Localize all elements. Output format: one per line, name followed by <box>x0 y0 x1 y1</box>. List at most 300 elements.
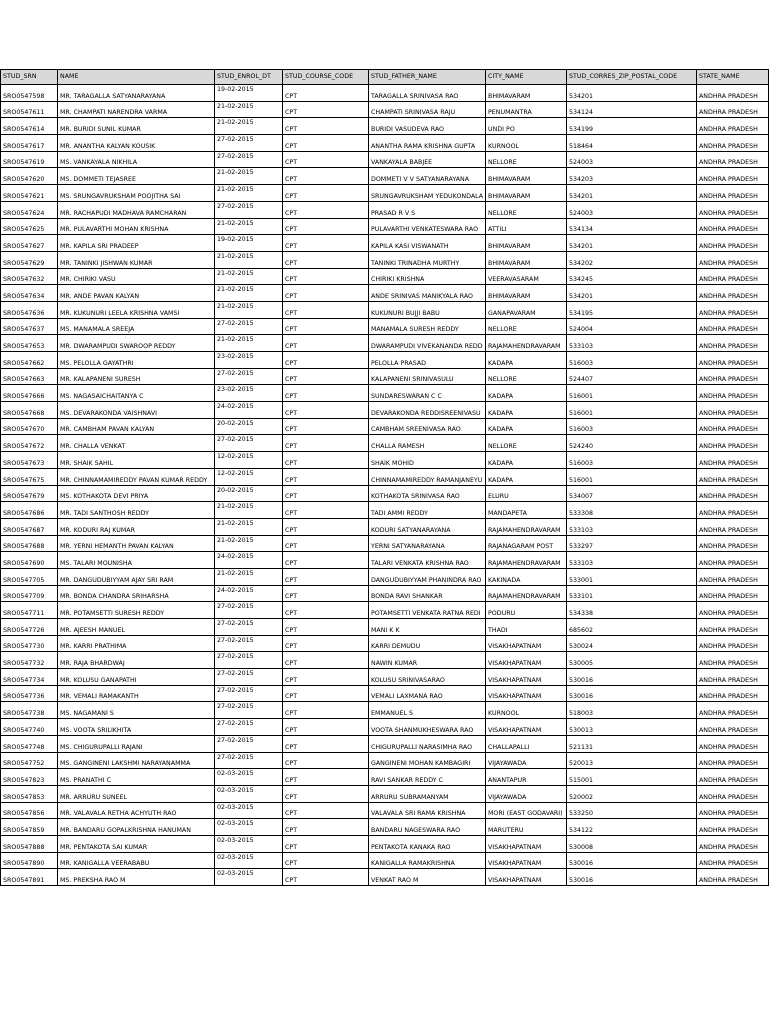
table-header <box>1 70 769 85</box>
cell-state: ANDHRA PRADESH <box>697 785 769 802</box>
cell-father-name: VANKAYALA BABJEE <box>369 151 486 168</box>
cell-course-code: CPT <box>283 719 369 736</box>
cell-course-code: CPT <box>283 802 369 819</box>
cell-enrol-date: 24-02-2015 <box>215 552 283 569</box>
cell-state: ANDHRA PRADESH <box>697 835 769 852</box>
column-header-srn: STUD_SRN <box>1 70 58 85</box>
cell-father-name: KODURI SATYANARAYANA <box>369 518 486 535</box>
cell-zip: 515001 <box>567 769 697 786</box>
cell-name: MR. DANGUDUBIYYAM AJAY SRI RAM <box>58 568 215 585</box>
table-row <box>1 669 769 686</box>
cell-city: NELLORE <box>486 368 567 385</box>
table-row <box>1 468 769 485</box>
table-row <box>1 785 769 802</box>
cell-name: MS. PRANATHI C <box>58 769 215 786</box>
cell-zip: 533250 <box>567 802 697 819</box>
cell-enrol-date: 27-02-2015 <box>215 735 283 752</box>
cell-state: ANDHRA PRADESH <box>697 151 769 168</box>
cell-enrol-date: 27-02-2015 <box>215 685 283 702</box>
cell-state: ANDHRA PRADESH <box>697 352 769 369</box>
cell-city: NELLORE <box>486 435 567 452</box>
cell-course-code: CPT <box>283 502 369 519</box>
cell-srn: SRO0547614 <box>1 118 58 135</box>
student-table <box>0 69 769 886</box>
cell-course-code: CPT <box>283 201 369 218</box>
cell-zip: 524004 <box>567 318 697 335</box>
cell-state: ANDHRA PRADESH <box>697 769 769 786</box>
cell-enrol-date: 27-02-2015 <box>215 602 283 619</box>
cell-srn: SRO0547668 <box>1 402 58 419</box>
cell-srn: SRO0547726 <box>1 619 58 636</box>
cell-state: ANDHRA PRADESH <box>697 101 769 118</box>
cell-state: ANDHRA PRADESH <box>697 669 769 686</box>
cell-state: ANDHRA PRADESH <box>697 602 769 619</box>
cell-course-code: CPT <box>283 869 369 886</box>
cell-city: VEERAVASARAM <box>486 268 567 285</box>
cell-state: ANDHRA PRADESH <box>697 552 769 569</box>
cell-enrol-date: 20-02-2015 <box>215 418 283 435</box>
cell-name: MR. PENTAKOTA SAI KUMAR <box>58 835 215 852</box>
table-row <box>1 335 769 352</box>
cell-name: MR. VALAVALA RETHA ACHYUTH RAO <box>58 802 215 819</box>
cell-name: MR. KALAPANENI SURESH <box>58 368 215 385</box>
cell-father-name: RAVI SANKAR REDDY C <box>369 769 486 786</box>
cell-city: KADAPA <box>486 385 567 402</box>
cell-enrol-date: 27-02-2015 <box>215 619 283 636</box>
cell-name: MR. CHALLA VENKAT <box>58 435 215 452</box>
cell-zip: 534203 <box>567 168 697 185</box>
cell-city: VISAKHAPATNAM <box>486 685 567 702</box>
cell-name: MR. CAMBHAM PAVAN KALYAN <box>58 418 215 435</box>
cell-city: GANAPAVARAM <box>486 301 567 318</box>
cell-name: MR. RAJA BHARDWAJ <box>58 652 215 669</box>
cell-state: ANDHRA PRADESH <box>697 635 769 652</box>
column-header-city: CITY_NAME <box>486 70 567 85</box>
cell-state: ANDHRA PRADESH <box>697 568 769 585</box>
cell-srn: SRO0547636 <box>1 301 58 318</box>
cell-srn: SRO0547888 <box>1 835 58 852</box>
cell-srn: SRO0547624 <box>1 201 58 218</box>
cell-course-code: CPT <box>283 685 369 702</box>
cell-state: ANDHRA PRADESH <box>697 185 769 202</box>
cell-srn: SRO0547617 <box>1 135 58 152</box>
cell-state: ANDHRA PRADESH <box>697 235 769 252</box>
cell-enrol-date: 27-02-2015 <box>215 435 283 452</box>
table-row <box>1 619 769 636</box>
cell-zip: 530016 <box>567 685 697 702</box>
cell-name: MS. VANKAYALA NIKHILA <box>58 151 215 168</box>
cell-name: MR. POTAMSETTI SURESH REDDY <box>58 602 215 619</box>
cell-srn: SRO0547752 <box>1 752 58 769</box>
column-header-father-name: STUD_FATHER_NAME <box>369 70 486 85</box>
table-row <box>1 118 769 135</box>
cell-course-code: CPT <box>283 518 369 535</box>
cell-enrol-date: 02-03-2015 <box>215 819 283 836</box>
cell-father-name: ANANTHA RAMA KRISHNA GUPTA <box>369 135 486 152</box>
cell-srn: SRO0547711 <box>1 602 58 619</box>
cell-srn: SRO0547853 <box>1 785 58 802</box>
cell-father-name: BONDA RAVI SHANKAR <box>369 585 486 602</box>
cell-course-code: CPT <box>283 318 369 335</box>
cell-zip: 530005 <box>567 652 697 669</box>
cell-enrol-date: 02-03-2015 <box>215 852 283 869</box>
cell-father-name: CHALLA RAMESH <box>369 435 486 452</box>
cell-city: MANDAPETA <box>486 502 567 519</box>
cell-father-name: CHAMPATI SRINIVASA RAJU <box>369 101 486 118</box>
cell-state: ANDHRA PRADESH <box>697 819 769 836</box>
cell-city: KADAPA <box>486 468 567 485</box>
cell-srn: SRO0547736 <box>1 685 58 702</box>
cell-course-code: CPT <box>283 785 369 802</box>
header-row <box>1 70 769 85</box>
cell-zip: 534338 <box>567 602 697 619</box>
cell-city: VISAKHAPATNAM <box>486 719 567 736</box>
cell-name: MS. NAGASAICHAITANYA C <box>58 385 215 402</box>
cell-srn: SRO0547625 <box>1 218 58 235</box>
cell-course-code: CPT <box>283 185 369 202</box>
cell-name: MS. KOTHAKOTA DEVI PRIYA <box>58 485 215 502</box>
cell-father-name: PRASAD R V S <box>369 201 486 218</box>
cell-state: ANDHRA PRADESH <box>697 585 769 602</box>
cell-name: MR. BONDA CHANDRA SRIHARSHA <box>58 585 215 602</box>
cell-father-name: TANINKI TRINADHA MURTHY <box>369 251 486 268</box>
cell-father-name: MANAMALA SURESH REDDY <box>369 318 486 335</box>
cell-city: VISAKHAPATNAM <box>486 669 567 686</box>
cell-father-name: CHINNAMAMIREDDY RAMANJANEYU <box>369 468 486 485</box>
cell-state: ANDHRA PRADESH <box>697 385 769 402</box>
cell-srn: SRO0547738 <box>1 702 58 719</box>
cell-srn: SRO0547891 <box>1 869 58 886</box>
cell-enrol-date: 27-02-2015 <box>215 652 283 669</box>
cell-zip: 524003 <box>567 201 697 218</box>
cell-state: ANDHRA PRADESH <box>697 452 769 469</box>
table-row <box>1 769 769 786</box>
cell-state: ANDHRA PRADESH <box>697 118 769 135</box>
table-row <box>1 585 769 602</box>
cell-city: PODURU <box>486 602 567 619</box>
cell-name: MS. NAGAMANI S <box>58 702 215 719</box>
cell-zip: 533101 <box>567 585 697 602</box>
cell-srn: SRO0547629 <box>1 251 58 268</box>
cell-father-name: PENTAKOTA KANAKA RAO <box>369 835 486 852</box>
cell-srn: SRO0547690 <box>1 552 58 569</box>
cell-name: MR. CHIRIKI VASU <box>58 268 215 285</box>
cell-name: MS. TALARI MOUNISHA <box>58 552 215 569</box>
cell-name: MS. CHIGURUPALLI RAJANI <box>58 735 215 752</box>
table-row <box>1 301 769 318</box>
cell-course-code: CPT <box>283 852 369 869</box>
cell-enrol-date: 21-02-2015 <box>215 518 283 535</box>
cell-name: MS. PELOLLA GAYATHRI <box>58 352 215 369</box>
cell-zip: 534134 <box>567 218 697 235</box>
cell-father-name: CHIRIKI KRISHNA <box>369 268 486 285</box>
cell-state: ANDHRA PRADESH <box>697 485 769 502</box>
cell-father-name: BURIDI VASUDEVA RAO <box>369 118 486 135</box>
cell-zip: 516003 <box>567 452 697 469</box>
cell-zip: 530024 <box>567 635 697 652</box>
cell-father-name: EMMANUEL S <box>369 702 486 719</box>
cell-state: ANDHRA PRADESH <box>697 518 769 535</box>
cell-srn: SRO0547620 <box>1 168 58 185</box>
cell-state: ANDHRA PRADESH <box>697 251 769 268</box>
cell-state: ANDHRA PRADESH <box>697 85 769 102</box>
cell-enrol-date: 02-03-2015 <box>215 869 283 886</box>
cell-course-code: CPT <box>283 835 369 852</box>
cell-zip: 533103 <box>567 552 697 569</box>
cell-srn: SRO0547823 <box>1 769 58 786</box>
cell-father-name: KOLUSU SRINIVASARAO <box>369 669 486 686</box>
cell-enrol-date: 23-02-2015 <box>215 352 283 369</box>
table-row <box>1 552 769 569</box>
cell-zip: 534201 <box>567 235 697 252</box>
cell-zip: 530013 <box>567 719 697 736</box>
cell-course-code: CPT <box>283 151 369 168</box>
cell-name: MR. KAPILA SRI PRADEEP <box>58 235 215 252</box>
cell-enrol-date: 24-02-2015 <box>215 402 283 419</box>
cell-father-name: DEVARAKONDA REDDISREENIVASU <box>369 402 486 419</box>
cell-srn: SRO0547653 <box>1 335 58 352</box>
cell-zip: 530016 <box>567 869 697 886</box>
cell-srn: SRO0547634 <box>1 285 58 302</box>
cell-father-name: SHAIK MOHID <box>369 452 486 469</box>
cell-state: ANDHRA PRADESH <box>697 852 769 869</box>
cell-srn: SRO0547619 <box>1 151 58 168</box>
cell-srn: SRO0547598 <box>1 85 58 102</box>
cell-enrol-date: 27-02-2015 <box>215 635 283 652</box>
cell-zip: 524003 <box>567 151 697 168</box>
cell-name: MR. ARRURU SUNEEL <box>58 785 215 802</box>
cell-enrol-date: 21-02-2015 <box>215 301 283 318</box>
table-row <box>1 185 769 202</box>
cell-enrol-date: 02-03-2015 <box>215 802 283 819</box>
cell-zip: 524240 <box>567 435 697 452</box>
cell-name: MR. TADI SANTHOSH REDDY <box>58 502 215 519</box>
cell-father-name: KALAPANENI SRINIVASULU <box>369 368 486 385</box>
cell-zip: 516001 <box>567 385 697 402</box>
cell-enrol-date: 21-02-2015 <box>215 101 283 118</box>
cell-course-code: CPT <box>283 285 369 302</box>
cell-father-name: CAMBHAM SREENIVASA RAO <box>369 418 486 435</box>
cell-city: BHIMAVARAM <box>486 285 567 302</box>
cell-zip: 534124 <box>567 101 697 118</box>
table-row <box>1 318 769 335</box>
cell-name: MS. DEVARAKONDA VAISHNAVI <box>58 402 215 419</box>
cell-state: ANDHRA PRADESH <box>697 468 769 485</box>
cell-name: MS. DOMMETI TEJASREE <box>58 168 215 185</box>
cell-zip: 534195 <box>567 301 697 318</box>
cell-city: KADAPA <box>486 452 567 469</box>
cell-enrol-date: 21-02-2015 <box>215 118 283 135</box>
table-row <box>1 368 769 385</box>
cell-srn: SRO0547675 <box>1 468 58 485</box>
cell-father-name: DWARAMPUDI VIVEKANANDA REDD <box>369 335 486 352</box>
cell-course-code: CPT <box>283 251 369 268</box>
cell-city: KURNOOL <box>486 135 567 152</box>
cell-zip: 516003 <box>567 418 697 435</box>
cell-father-name: VOOTA SHANMUKHESWARA RAO <box>369 719 486 736</box>
table-row <box>1 502 769 519</box>
cell-srn: SRO0547637 <box>1 318 58 335</box>
cell-city: UNDI PO <box>486 118 567 135</box>
cell-city: MORI (EAST GODAVARI) <box>486 802 567 819</box>
cell-course-code: CPT <box>283 735 369 752</box>
cell-course-code: CPT <box>283 819 369 836</box>
cell-enrol-date: 27-02-2015 <box>215 669 283 686</box>
cell-course-code: CPT <box>283 85 369 102</box>
table-row <box>1 685 769 702</box>
cell-state: ANDHRA PRADESH <box>697 652 769 669</box>
cell-zip: 534201 <box>567 185 697 202</box>
cell-zip: 516001 <box>567 402 697 419</box>
cell-zip: 516001 <box>567 468 697 485</box>
cell-course-code: CPT <box>283 535 369 552</box>
cell-city: RAJAMAHENDRAVARAM <box>486 518 567 535</box>
cell-state: ANDHRA PRADESH <box>697 201 769 218</box>
cell-state: ANDHRA PRADESH <box>697 268 769 285</box>
cell-course-code: CPT <box>283 118 369 135</box>
cell-zip: 534202 <box>567 251 697 268</box>
cell-father-name: POTAMSETTI VENKATA RATNA REDI <box>369 602 486 619</box>
cell-course-code: CPT <box>283 485 369 502</box>
cell-enrol-date: 21-02-2015 <box>215 251 283 268</box>
cell-city: KAKINADA <box>486 568 567 585</box>
cell-enrol-date: 27-02-2015 <box>215 719 283 736</box>
cell-zip: 534201 <box>567 85 697 102</box>
cell-city: BHIMAVARAM <box>486 185 567 202</box>
cell-enrol-date: 27-02-2015 <box>215 135 283 152</box>
cell-zip: 533297 <box>567 535 697 552</box>
cell-srn: SRO0547611 <box>1 101 58 118</box>
table-row <box>1 568 769 585</box>
cell-course-code: CPT <box>283 769 369 786</box>
cell-father-name: DOMMETI V V SATYANARAYANA <box>369 168 486 185</box>
cell-zip: 534199 <box>567 118 697 135</box>
cell-srn: SRO0547748 <box>1 735 58 752</box>
cell-srn: SRO0547709 <box>1 585 58 602</box>
cell-course-code: CPT <box>283 585 369 602</box>
cell-state: ANDHRA PRADESH <box>697 802 769 819</box>
cell-city: BHIMAVARAM <box>486 85 567 102</box>
cell-course-code: CPT <box>283 268 369 285</box>
cell-enrol-date: 02-03-2015 <box>215 769 283 786</box>
table-row <box>1 201 769 218</box>
cell-course-code: CPT <box>283 168 369 185</box>
cell-name: MS. VOOTA SRILIKHITA <box>58 719 215 736</box>
cell-state: ANDHRA PRADESH <box>697 535 769 552</box>
table-row <box>1 151 769 168</box>
cell-state: ANDHRA PRADESH <box>697 869 769 886</box>
cell-city: NELLORE <box>486 318 567 335</box>
cell-city: RAJANAGARAM POST <box>486 535 567 552</box>
cell-father-name: TADI AMMI REDDY <box>369 502 486 519</box>
cell-city: ANANTAPUR <box>486 769 567 786</box>
cell-enrol-date: 21-02-2015 <box>215 335 283 352</box>
cell-father-name: DANGUDUBIYYAM PHANINDRA RAO <box>369 568 486 585</box>
cell-city: RAJAMAHENDRAVARAM <box>486 335 567 352</box>
cell-enrol-date: 27-02-2015 <box>215 151 283 168</box>
cell-course-code: CPT <box>283 385 369 402</box>
cell-father-name: ARRURU SUBRAMANYAM <box>369 785 486 802</box>
cell-srn: SRO0547734 <box>1 669 58 686</box>
table-row <box>1 435 769 452</box>
table-row <box>1 268 769 285</box>
cell-name: MR. KARRI PRATHIMA <box>58 635 215 652</box>
cell-srn: SRO0547732 <box>1 652 58 669</box>
cell-enrol-date: 21-02-2015 <box>215 218 283 235</box>
cell-srn: SRO0547687 <box>1 518 58 535</box>
column-header-enrol-date: STUD_ENROL_DT <box>215 70 283 85</box>
table-row <box>1 285 769 302</box>
cell-srn: SRO0547666 <box>1 385 58 402</box>
cell-srn: SRO0547856 <box>1 802 58 819</box>
cell-enrol-date: 02-03-2015 <box>215 835 283 852</box>
table-body <box>1 85 769 886</box>
cell-city: RAJAMAHENDRAVARAM <box>486 552 567 569</box>
table-row <box>1 802 769 819</box>
cell-course-code: CPT <box>283 619 369 636</box>
table-row <box>1 835 769 852</box>
cell-city: CHALLAPALLI <box>486 735 567 752</box>
cell-name: MR. BURIDI SUNIL KUMAR <box>58 118 215 135</box>
cell-name: MS. SRUNGAVRUKSHAM POOJITHA SAI <box>58 185 215 202</box>
cell-name: MR. AJEESH MANUEL <box>58 619 215 636</box>
cell-course-code: CPT <box>283 552 369 569</box>
cell-zip: 516003 <box>567 352 697 369</box>
table-row <box>1 635 769 652</box>
cell-city: THADI <box>486 619 567 636</box>
cell-state: ANDHRA PRADESH <box>697 435 769 452</box>
cell-state: ANDHRA PRADESH <box>697 168 769 185</box>
cell-name: MR. VEMALI RAMAKANTH <box>58 685 215 702</box>
cell-father-name: KOTHAKOTA SRINIVASA RAO <box>369 485 486 502</box>
cell-state: ANDHRA PRADESH <box>697 135 769 152</box>
cell-state: ANDHRA PRADESH <box>697 402 769 419</box>
cell-name: MR. ANDE PAVAN KALYAN <box>58 285 215 302</box>
cell-enrol-date: 21-02-2015 <box>215 568 283 585</box>
table-row <box>1 402 769 419</box>
cell-course-code: CPT <box>283 635 369 652</box>
cell-zip: 533103 <box>567 518 697 535</box>
cell-course-code: CPT <box>283 418 369 435</box>
cell-city: KADAPA <box>486 352 567 369</box>
cell-father-name: PULAVARTHI VENKATESWARA RAO <box>369 218 486 235</box>
cell-zip: 518464 <box>567 135 697 152</box>
cell-enrol-date: 02-03-2015 <box>215 785 283 802</box>
cell-name: MR. CHAMPATI NARENDRA VARMA <box>58 101 215 118</box>
cell-enrol-date: 21-02-2015 <box>215 268 283 285</box>
table-row <box>1 719 769 736</box>
cell-srn: SRO0547627 <box>1 235 58 252</box>
table-row <box>1 535 769 552</box>
cell-srn: SRO0547679 <box>1 485 58 502</box>
cell-course-code: CPT <box>283 435 369 452</box>
table-row <box>1 168 769 185</box>
cell-enrol-date: 21-02-2015 <box>215 535 283 552</box>
cell-name: MS. GANGINENI LAKSHMI NARAYANAMMA <box>58 752 215 769</box>
cell-course-code: CPT <box>283 702 369 719</box>
cell-name: MS. MANAMALA SREEJA <box>58 318 215 335</box>
cell-enrol-date: 21-02-2015 <box>215 185 283 202</box>
cell-state: ANDHRA PRADESH <box>697 702 769 719</box>
cell-course-code: CPT <box>283 468 369 485</box>
cell-zip: 530016 <box>567 852 697 869</box>
cell-city: PENUMANTRA <box>486 101 567 118</box>
cell-state: ANDHRA PRADESH <box>697 368 769 385</box>
cell-name: MR. KANIGALLA VEERABABU <box>58 852 215 869</box>
cell-enrol-date: 27-02-2015 <box>215 318 283 335</box>
cell-city: VIJAYAWADA <box>486 752 567 769</box>
cell-state: ANDHRA PRADESH <box>697 285 769 302</box>
